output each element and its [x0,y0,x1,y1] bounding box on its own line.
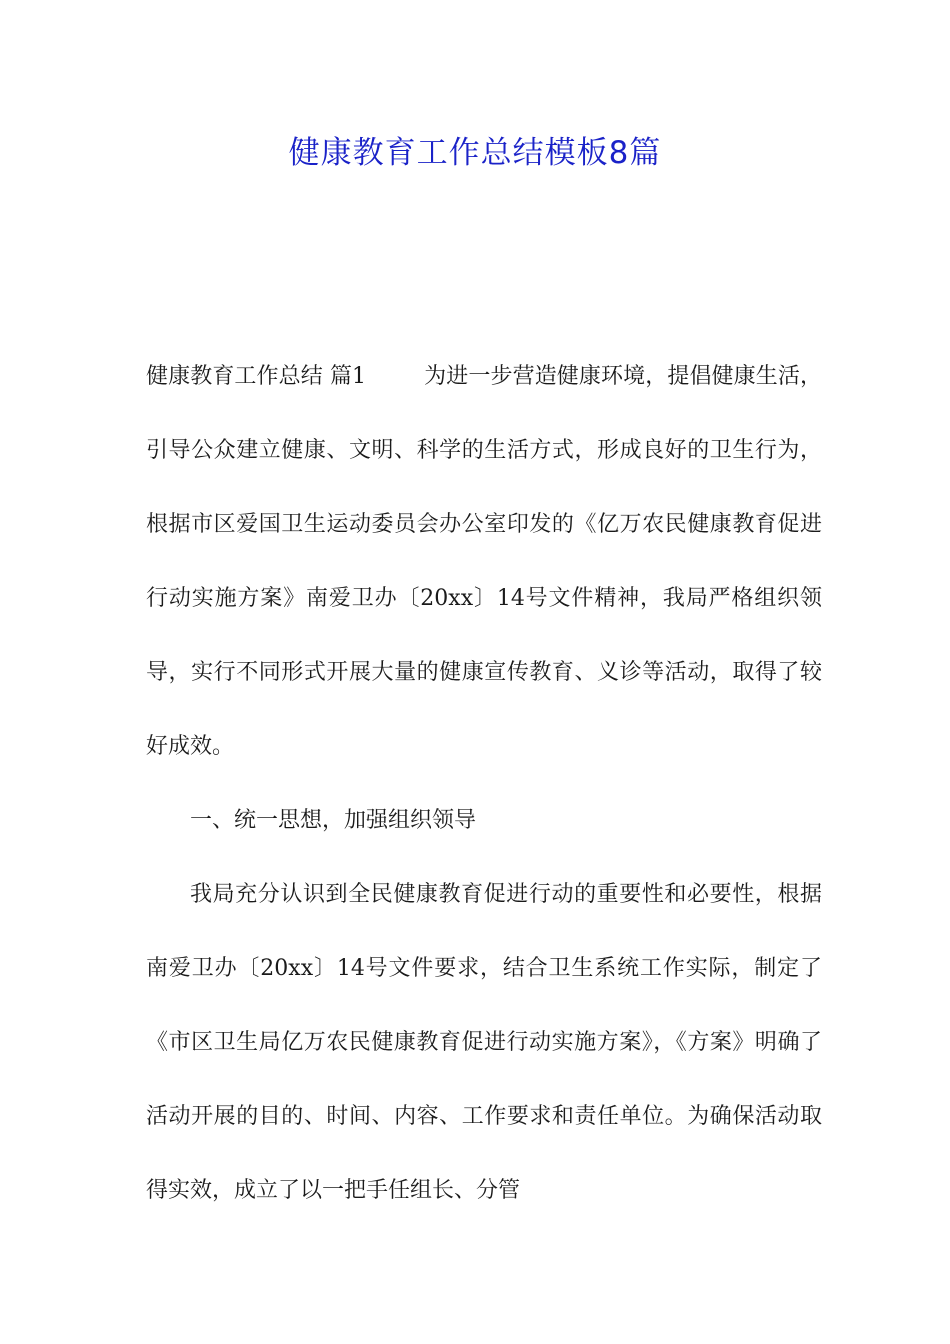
intro-paragraph [146,340,822,784]
document-body [146,340,822,1228]
subheading-paragraph: 一、统一思想，加强组织领导 [190,808,477,833]
paragraph-text: 为进一步营造健康环境，提倡健康生活，引导公众建立健康、文明、科学的生活方式，形成良好的卫生行为，根据市区爱国卫生运动委员会办公室印发的《亿万农民健康教育促进行动实施方案》南爱卫办〔20xx〕14号文件精神，我局严格组织领导，实行不同形式开展大量的健康宣传教育、义诊等活动，取得了较好成效。 [146,364,822,759]
body-paragraph: 我局充分认识到全民健康教育促进行动的重要性和必要性，根据南爱卫办〔20xx〕14号文件要求，结合卫生系统工作实际，制定了《市区卫生局亿万农民健康教育促进行动实施方案》，《方案》明确了活动开展的目的、时间、内容、工作要求和责任单位。为确保活动取得实效，成立了以一把手任组长、分管 [146,882,822,1203]
document-title: 健康教育工作总结模板8篇 [288,135,662,171]
section-heading: 健康教育工作总结 篇1 [146,364,367,389]
